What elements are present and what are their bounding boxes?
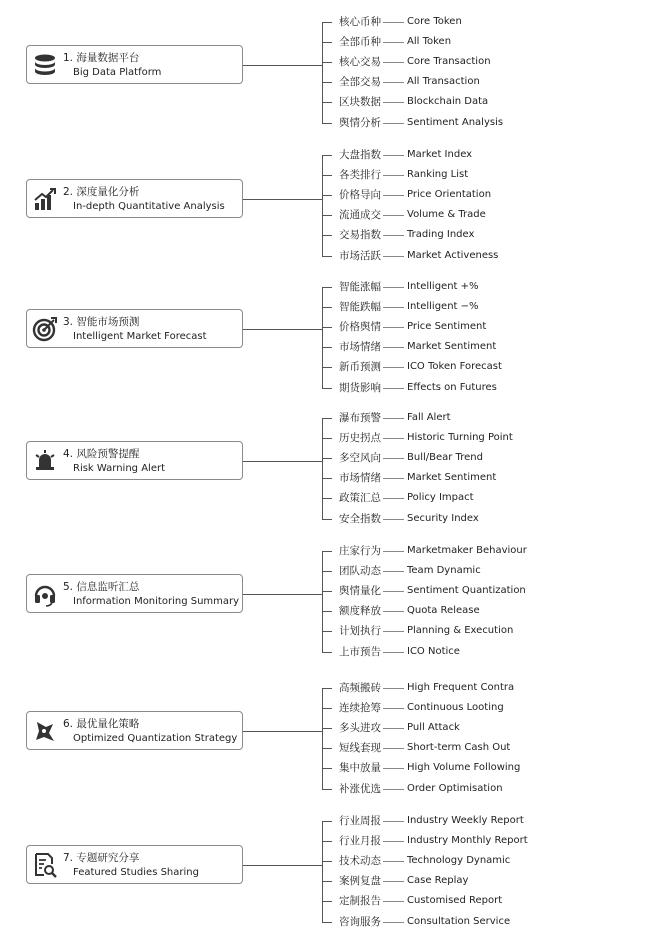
item-dash	[383, 768, 404, 769]
item-label-en: Team Dynamic	[407, 565, 481, 577]
branch-tick	[322, 591, 332, 592]
branch-tick	[322, 789, 332, 790]
item-dash	[383, 498, 404, 499]
item-label-en: Policy Impact	[407, 492, 474, 504]
item-label-zh: 上市预告	[339, 645, 381, 658]
item-label-zh: 智能跌幅	[339, 301, 381, 314]
item-label-zh: 多头进攻	[339, 722, 381, 735]
item-dash	[383, 551, 404, 552]
branch-tick	[322, 42, 332, 43]
category-title-en: Risk Warning Alert	[73, 463, 166, 474]
item-dash	[383, 388, 404, 389]
branch-tick	[322, 235, 332, 236]
item-dash	[383, 102, 404, 103]
item-label-zh: 舆情量化	[339, 585, 381, 598]
item-label-zh: 连续抢筹	[339, 702, 381, 715]
branch-tick	[322, 519, 332, 520]
item-label-zh: 短线套现	[339, 742, 381, 755]
branch-tick	[322, 347, 332, 348]
category-name-zh: 海量数据平台	[76, 52, 140, 64]
branch-tick	[322, 841, 332, 842]
category-title-zh	[63, 446, 139, 461]
item-label-zh: 集中放量	[339, 762, 381, 775]
item-label-en: Core Transaction	[407, 56, 491, 68]
item-dash	[383, 728, 404, 729]
bracket-line	[322, 551, 323, 653]
item-label-zh: 技术动态	[339, 855, 381, 868]
branch-tick	[322, 195, 332, 196]
category-name-zh: 深度量化分析	[76, 186, 140, 198]
item-label-en: Continuous Looting	[407, 702, 504, 714]
item-label-en: Fall Alert	[407, 412, 451, 423]
strategy-icon	[32, 718, 58, 744]
item-label-zh: 核心交易	[339, 56, 381, 69]
item-label-zh: 新币预测	[339, 361, 381, 374]
bracket-line	[322, 418, 323, 520]
item-label-en: Market Sentiment	[407, 472, 497, 484]
category-name-zh: 风险预警提醒	[76, 448, 140, 460]
item-dash	[383, 708, 404, 709]
category-title-zh	[63, 850, 139, 865]
branch-tick	[322, 438, 332, 439]
category-box	[26, 179, 243, 218]
connector-line	[243, 329, 322, 330]
item-dash	[383, 748, 404, 749]
branch-tick	[322, 307, 332, 308]
item-label-en: Marketmaker Behaviour	[407, 545, 527, 556]
item-label-en: High Volume Following	[407, 762, 521, 774]
item-label-zh: 流通成交	[339, 209, 381, 222]
branch-tick	[322, 62, 332, 63]
item-label-en: Intelligent +%	[407, 281, 479, 292]
item-label-zh: 庄家行为	[339, 545, 381, 557]
branch-tick	[322, 652, 332, 653]
item-dash	[383, 841, 404, 842]
category-title-zh	[63, 314, 139, 329]
item-label-zh: 市场情绪	[339, 341, 381, 354]
category-title-en: Big Data Platform	[73, 67, 162, 78]
item-dash	[383, 688, 404, 689]
headset-icon	[32, 581, 58, 607]
item-label-en: Industry Weekly Report	[407, 815, 524, 826]
item-label-en: Short-term Cash Out	[407, 742, 511, 754]
branch-tick	[322, 458, 332, 459]
branch-tick	[322, 728, 332, 729]
category-title-en: Optimized Quantization Strategy	[73, 733, 238, 744]
item-label-zh: 多空风向	[339, 452, 381, 465]
item-label-zh: 交易指数	[339, 229, 381, 242]
item-label-en: Planning & Execution	[407, 625, 514, 637]
category-title-en: In-depth Quantitative Analysis	[73, 201, 225, 212]
item-label-en: ICO Notice	[407, 645, 460, 657]
item-label-zh: 行业周报	[339, 815, 381, 827]
branch-tick	[322, 22, 332, 23]
item-dash	[383, 347, 404, 348]
branch-tick	[322, 287, 332, 288]
item-label-zh: 额度释放	[339, 605, 381, 618]
item-label-zh: 补涨优选	[339, 782, 381, 795]
category-name-zh: 专题研究分享	[76, 852, 140, 864]
item-label-zh: 高频搬砖	[339, 682, 381, 694]
branch-tick	[322, 367, 332, 368]
item-label-en: High Frequent Contra	[407, 682, 515, 693]
item-dash	[383, 42, 404, 43]
item-label-en: Effects on Futures	[407, 381, 497, 393]
branch-tick	[322, 708, 332, 709]
item-label-en: Market Index	[407, 149, 473, 160]
item-label-zh: 咨询服务	[339, 915, 381, 928]
category-name-zh: 智能市场预测	[76, 316, 140, 328]
item-dash	[383, 591, 404, 592]
item-label-zh: 价格导向	[339, 189, 381, 202]
item-label-zh: 区块数据	[339, 96, 381, 109]
item-dash	[383, 123, 404, 124]
item-label-zh: 市场活跃	[339, 249, 381, 262]
item-dash	[383, 478, 404, 479]
item-label-en: Sentiment Quantization	[407, 585, 526, 597]
item-dash	[383, 418, 404, 419]
branch-tick	[322, 922, 332, 923]
item-label-en: Price Orientation	[407, 189, 492, 201]
item-dash	[383, 652, 404, 653]
branch-tick	[322, 327, 332, 328]
branch-tick	[322, 215, 332, 216]
item-label-zh: 智能涨幅	[339, 281, 381, 293]
connector-line	[243, 731, 322, 732]
item-label-zh: 市场情绪	[339, 472, 381, 485]
connector-line	[243, 594, 322, 595]
item-dash	[383, 195, 404, 196]
item-label-en: All Token	[407, 36, 452, 48]
item-label-en: Historic Turning Point	[407, 432, 513, 444]
alarm-bell-icon	[32, 448, 58, 474]
item-dash	[383, 519, 404, 520]
item-label-en: Consultation Service	[407, 915, 511, 927]
document-search-icon	[32, 852, 58, 878]
item-label-en: Trading Index	[407, 229, 475, 241]
item-label-zh: 期货影响	[339, 381, 381, 394]
item-label-en: Security Index	[407, 512, 479, 524]
branch-tick	[322, 748, 332, 749]
item-dash	[383, 438, 404, 439]
category-title-zh	[63, 579, 139, 594]
connector-line	[243, 461, 322, 462]
item-label-zh: 全部币种	[339, 36, 381, 49]
category-box	[26, 711, 243, 750]
category-box	[26, 45, 243, 84]
category-number: 3.	[63, 316, 74, 328]
item-dash	[383, 631, 404, 632]
category-name-zh: 信息监听汇总	[76, 581, 140, 593]
item-dash	[383, 287, 404, 288]
category-number: 2.	[63, 186, 74, 198]
item-dash	[383, 175, 404, 176]
category-title-zh	[63, 716, 139, 731]
item-dash	[383, 82, 404, 83]
item-dash	[383, 571, 404, 572]
category-number: 1.	[63, 52, 74, 64]
category-box	[26, 574, 243, 613]
item-dash	[383, 22, 404, 23]
item-dash	[383, 821, 404, 822]
item-label-zh: 行业月报	[339, 835, 381, 848]
item-dash	[383, 611, 404, 612]
category-box	[26, 309, 243, 348]
item-label-zh: 安全指数	[339, 512, 381, 525]
branch-tick	[322, 821, 332, 822]
item-label-en: Pull Attack	[407, 722, 460, 734]
item-dash	[383, 861, 404, 862]
category-number: 7.	[63, 852, 74, 864]
category-number: 4.	[63, 448, 74, 460]
bracket-line	[322, 688, 323, 790]
item-dash	[383, 235, 404, 236]
item-label-zh: 计划执行	[339, 625, 381, 638]
item-label-en: Price Sentiment	[407, 321, 487, 333]
item-label-en: Volume & Trade	[407, 209, 486, 221]
item-dash	[383, 458, 404, 459]
database-icon	[32, 52, 58, 78]
category-title-en: Intelligent Market Forecast	[73, 331, 207, 342]
connector-line	[243, 199, 322, 200]
branch-tick	[322, 551, 332, 552]
item-label-en: Sentiment Analysis	[407, 116, 504, 128]
bar-chart-icon	[32, 186, 58, 212]
category-title-zh	[63, 50, 139, 65]
branch-tick	[322, 881, 332, 882]
item-label-zh: 各类排行	[339, 169, 381, 182]
item-label-zh: 团队动态	[339, 565, 381, 578]
item-label-en: Customised Report	[407, 895, 503, 907]
branch-tick	[322, 256, 332, 257]
category-box	[26, 441, 243, 480]
category-title-zh	[63, 184, 139, 199]
branch-tick	[322, 102, 332, 103]
bracket-line	[322, 22, 323, 124]
item-label-zh: 大盘指数	[339, 149, 381, 161]
category-box	[26, 845, 243, 884]
branch-tick	[322, 611, 332, 612]
item-dash	[383, 789, 404, 790]
item-dash	[383, 367, 404, 368]
item-label-en: Blockchain Data	[407, 96, 489, 108]
connector-line	[243, 65, 322, 66]
item-dash	[383, 881, 404, 882]
item-label-en: Intelligent −%	[407, 301, 479, 313]
item-label-en: Quota Release	[407, 605, 480, 617]
item-label-en: Core Token	[407, 16, 462, 27]
branch-tick	[322, 388, 332, 389]
branch-tick	[322, 571, 332, 572]
connector-line	[243, 865, 322, 866]
item-dash	[383, 307, 404, 308]
item-label-zh: 瀑布预警	[339, 412, 381, 424]
item-label-zh: 政策汇总	[339, 492, 381, 505]
branch-tick	[322, 768, 332, 769]
branch-tick	[322, 418, 332, 419]
item-label-zh: 定制报告	[339, 895, 381, 908]
item-dash	[383, 215, 404, 216]
item-label-zh: 全部交易	[339, 76, 381, 89]
item-label-en: ICO Token Forecast	[407, 361, 502, 373]
item-label-en: All Transaction	[407, 76, 480, 88]
item-dash	[383, 155, 404, 156]
item-label-en: Order Optimisation	[407, 782, 503, 794]
item-label-en: Market Activeness	[407, 249, 499, 261]
item-label-en: Industry Monthly Report	[407, 835, 528, 847]
item-label-zh: 案例复盘	[339, 875, 381, 888]
item-dash	[383, 256, 404, 257]
item-dash	[383, 922, 404, 923]
category-title-en: Featured Studies Sharing	[73, 867, 199, 878]
bracket-line	[322, 155, 323, 257]
item-label-en: Ranking List	[407, 169, 469, 181]
category-name-zh: 最优量化策略	[76, 718, 140, 730]
bracket-line	[322, 287, 323, 389]
branch-tick	[322, 498, 332, 499]
branch-tick	[322, 82, 332, 83]
branch-tick	[322, 478, 332, 479]
bracket-line	[322, 821, 323, 923]
branch-tick	[322, 155, 332, 156]
item-dash	[383, 327, 404, 328]
item-label-en: Market Sentiment	[407, 341, 497, 353]
branch-tick	[322, 123, 332, 124]
item-label-zh: 舆情分析	[339, 116, 381, 129]
target-icon	[32, 316, 58, 342]
category-number: 5.	[63, 581, 74, 593]
category-number: 6.	[63, 718, 74, 730]
item-label-zh: 价格舆情	[339, 321, 381, 334]
item-dash	[383, 901, 404, 902]
item-label-en: Technology Dynamic	[407, 855, 511, 867]
item-label-zh: 核心币种	[339, 16, 381, 28]
item-label-en: Bull/Bear Trend	[407, 452, 483, 464]
branch-tick	[322, 631, 332, 632]
branch-tick	[322, 901, 332, 902]
item-label-zh: 历史拐点	[339, 432, 381, 445]
branch-tick	[322, 688, 332, 689]
item-label-en: Case Replay	[407, 875, 469, 887]
item-dash	[383, 62, 404, 63]
category-title-en: Information Monitoring Summary	[73, 596, 240, 607]
branch-tick	[322, 861, 332, 862]
branch-tick	[322, 175, 332, 176]
